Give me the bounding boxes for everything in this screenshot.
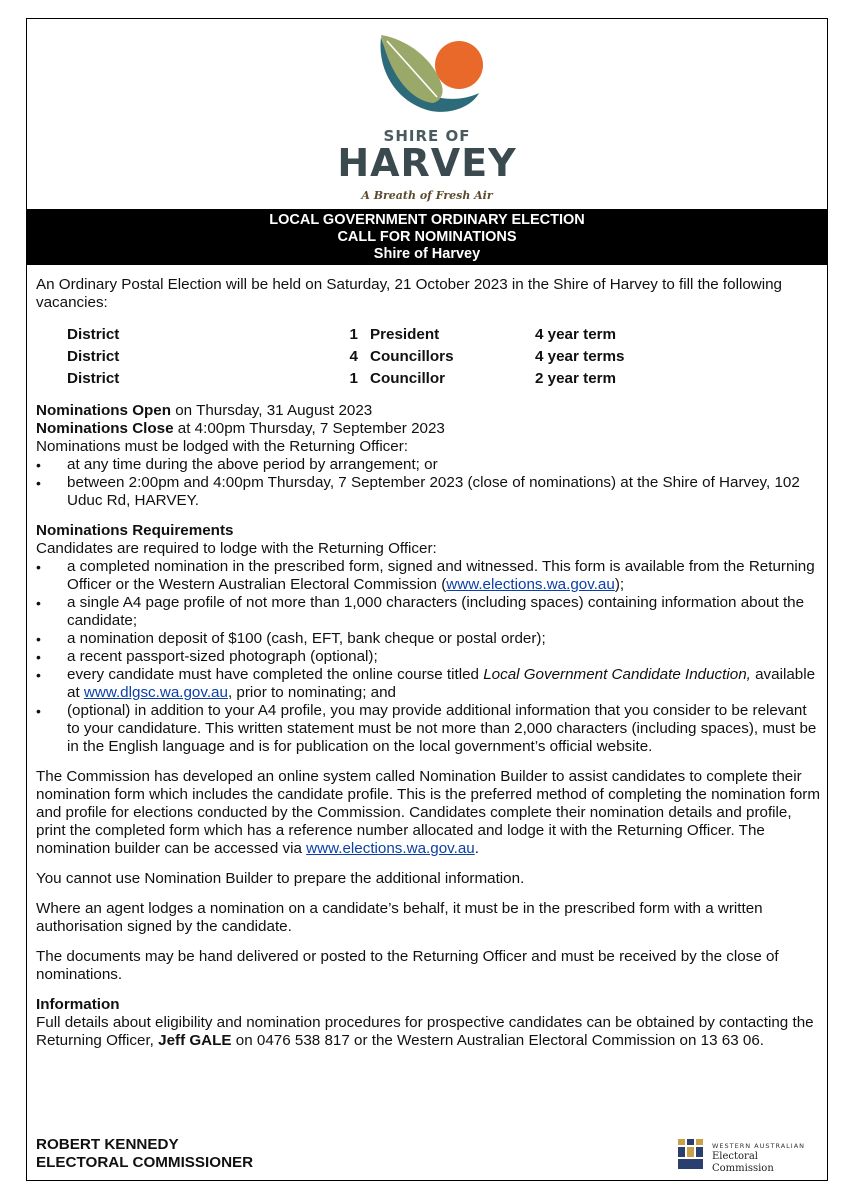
signatory-name: ROBERT KENNEDY xyxy=(36,1136,179,1153)
requirements-list xyxy=(36,558,820,756)
vacancy-row xyxy=(67,324,820,346)
logo-harvey: HARVEY xyxy=(337,141,517,185)
builder-post: . xyxy=(474,840,479,857)
notice-body xyxy=(36,276,820,1062)
nominations-lodged: Nominations must be lodged with the Returning Officer: xyxy=(36,438,409,455)
leaf-and-sun-icon xyxy=(367,31,497,131)
vacancy-count: 1 xyxy=(349,370,358,387)
req-text: ); xyxy=(614,576,625,593)
nominations-open-label: Nominations Open xyxy=(36,402,172,419)
waec-line-2: Electoral Commission xyxy=(712,1151,774,1174)
vacancy-count: 4 xyxy=(349,348,358,365)
information-section xyxy=(36,996,820,1050)
notice-page xyxy=(26,18,828,1181)
list-item: • between 2:00pm and 4:00pm Thursday, 7 September 2023 (close of nominations) at the Shire of Harvey, 102 Uduc Rd, HARVEY. xyxy=(36,474,820,510)
nominations-open xyxy=(36,402,820,420)
info-text: Full details about eligibility and nomination procedures for prospective candidates can be obtained by contacting the Returning Officer, xyxy=(36,1014,814,1049)
vacancy-position: President xyxy=(370,326,440,343)
vacancy-area: District xyxy=(67,370,120,387)
nominations-open-text: on Thursday, 31 August 2023 xyxy=(171,402,373,419)
banner-line-1: LOCAL GOVERNMENT ORDINARY ELECTION xyxy=(269,212,585,228)
list-item: • a nomination deposit of $100 (cash, EFT, bank cheque or postal order); xyxy=(36,630,820,648)
info-text: on 0476 538 817 or the Western Australian Electoral Commission on 13 63 06. xyxy=(231,1032,764,1049)
vacancies-table xyxy=(67,324,820,390)
information-text xyxy=(36,1014,820,1050)
req-text: a completed nomination in the prescribed form, signed and witnessed. This form is available from the Returning Officer or the Western Australian Electoral Commission ( xyxy=(67,558,815,593)
nominations-close-label: Nominations Close xyxy=(36,420,174,437)
lodging-list xyxy=(36,456,820,510)
waec-logo xyxy=(676,1134,821,1174)
list-item xyxy=(36,558,820,594)
banner-line-3: Shire of Harvey xyxy=(373,246,481,262)
elections-link[interactable]: www.elections.wa.gov.au xyxy=(446,576,615,593)
signatory-title: ELECTORAL COMMISSIONER xyxy=(36,1154,254,1171)
signatory-block xyxy=(36,1136,253,1172)
vacancy-term: 4 year terms xyxy=(535,348,625,365)
vacancy-position: Councillors xyxy=(370,348,454,365)
list-item: • a single A4 page profile of not more than 1,000 characters (including spaces) containing information about the candidate; xyxy=(36,594,820,630)
req-text: available at xyxy=(67,666,816,701)
nominations-close xyxy=(36,420,820,438)
logo-shire-of: SHIRE OF xyxy=(383,127,471,145)
req-text: every candidate must have completed the online course titled xyxy=(67,666,484,683)
documents-paragraph: The documents may be hand delivered or posted to the Returning Officer and must be received by the close of nominations. xyxy=(36,948,779,983)
vacancy-row xyxy=(67,368,820,390)
list-item: • at any time during the above period by arrangement; or xyxy=(36,456,820,474)
vacancy-area: District xyxy=(67,348,120,365)
returning-officer-name: Jeff GALE xyxy=(158,1032,232,1049)
course-title: Local Government Candidate Induction, xyxy=(483,666,751,683)
vacancy-area: District xyxy=(67,326,120,343)
vacancy-term: 4 year term xyxy=(535,326,617,343)
dlgsc-link[interactable]: www.dlgsc.wa.gov.au xyxy=(83,684,228,701)
requirements-section xyxy=(36,522,820,756)
requirements-lead: Candidates are required to lodge with the Returning Officer: xyxy=(36,540,437,557)
agent-paragraph: Where an agent lodges a nomination on a candidate’s behalf, it must be in the prescribed form with a written authorisation signed by the candidate. xyxy=(36,900,763,935)
vacancy-position: Councillor xyxy=(370,370,446,387)
vacancy-term: 2 year term xyxy=(535,370,617,387)
list-item: • a recent passport-sized photograph (optional); xyxy=(36,648,820,666)
logo-tagline: A Breath of Fresh Air xyxy=(361,189,493,202)
elections-link[interactable]: www.elections.wa.gov.au xyxy=(306,840,475,857)
waec-logo-icon xyxy=(676,1136,706,1172)
builder-text: The Commission has developed an online system called Nomination Builder to assist candidates to complete their nomination form which includes the candidate profile. This is the preferred method of completing the nomination form and profile for elections conducted by the Commission. Candidates complete their nomination details and profile, print the completed form which has a reference number allocated and lodge it with the Returning Officer. The nomination builder can be accessed via xyxy=(36,768,820,857)
information-title: Information xyxy=(36,996,120,1013)
req-text: , prior to nominating; and xyxy=(227,684,396,701)
no-builder-paragraph: You cannot use Nomination Builder to prepare the additional information. xyxy=(36,870,525,887)
nominations-close-text: at 4:00pm Thursday, 7 September 2023 xyxy=(173,420,445,437)
banner-line-2: CALL FOR NOMINATIONS xyxy=(337,229,517,245)
list-item: • (optional) in addition to your A4 profile, you may provide additional information that you consider to be relevant to your candidature. This written statement must be not more than 2,000 characters (including spaces), must be in the English language and is for publication on the local government’s official website. xyxy=(36,702,820,756)
builder-paragraph xyxy=(36,768,820,858)
requirements-title: Nominations Requirements xyxy=(36,522,234,539)
list-item xyxy=(36,666,820,702)
vacancy-count: 1 xyxy=(349,326,358,343)
nominations-section xyxy=(36,402,820,510)
shire-logo xyxy=(27,19,827,209)
intro-paragraph: An Ordinary Postal Election will be held on Saturday, 21 October 2023 in the Shire of Harvey to fill the following vacancies: xyxy=(36,276,782,311)
title-banner xyxy=(27,209,827,265)
waec-line-1: WESTERN AUSTRALIAN xyxy=(712,1142,806,1150)
vacancy-row xyxy=(67,346,820,368)
